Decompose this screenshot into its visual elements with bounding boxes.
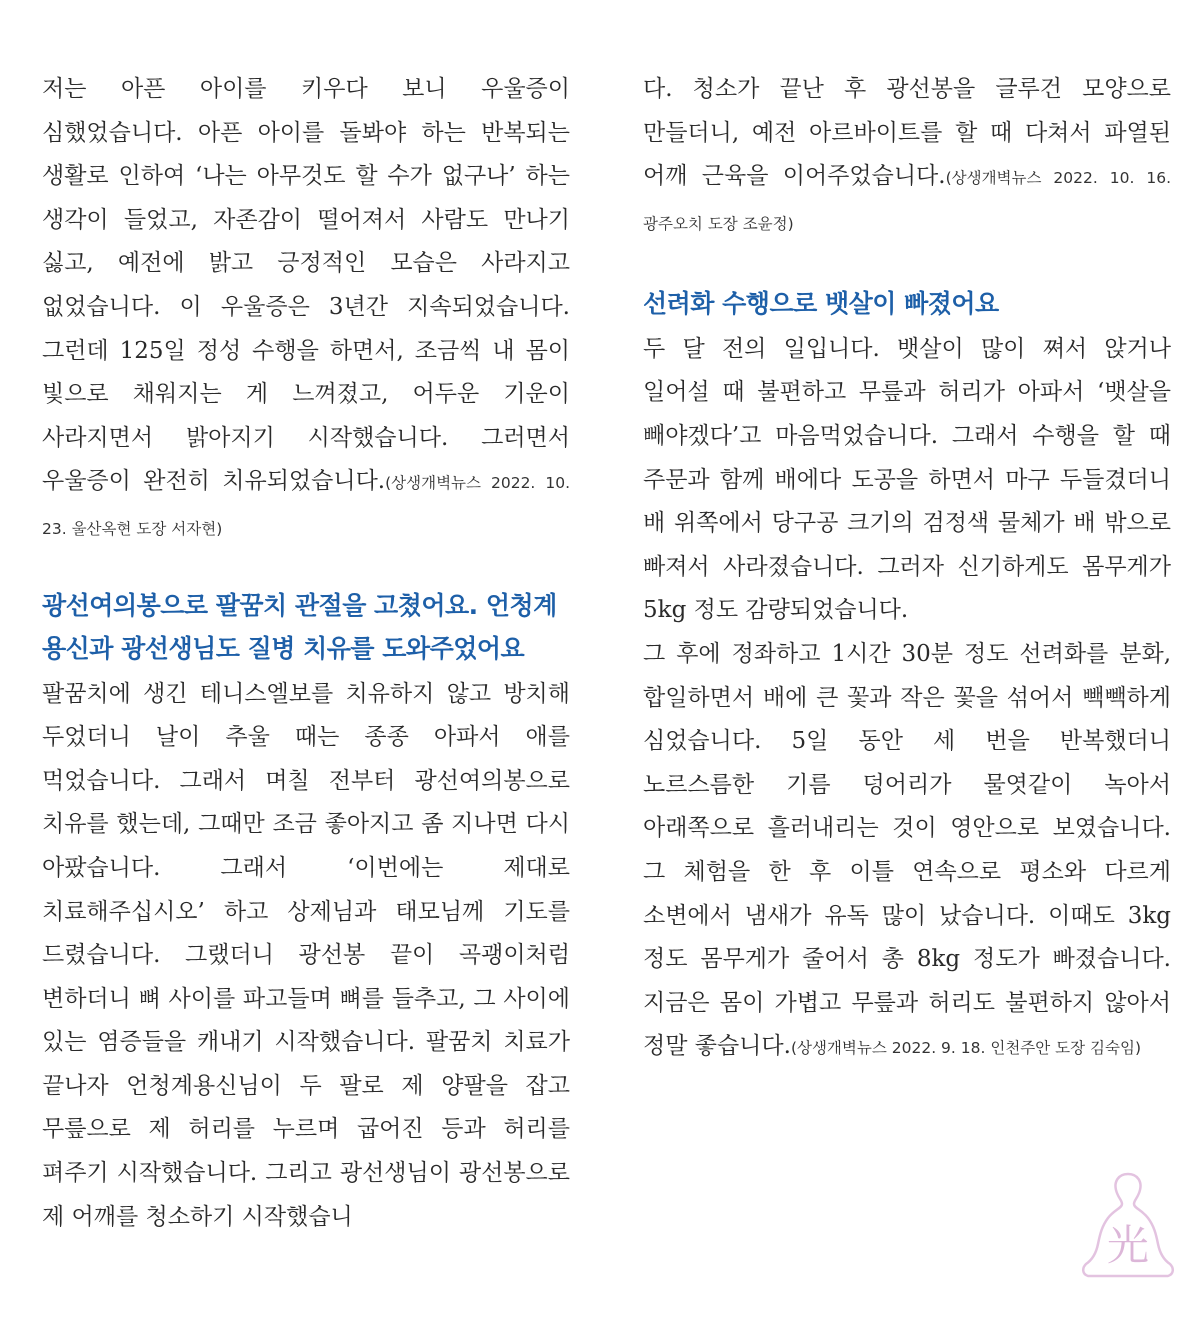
section-heading-elbow: 광선여의봉으로 팔꿈치 관절을 고쳤어요. 언청계용신과 광선생님도 질병 치유를 도와주었어요: [42, 590, 557, 664]
testimony-depression: [42, 68, 570, 552]
testimony-text: 다. 청소가 끝난 후 광선봉을 글루건 모양으로 만들더니, 예전 아르바이트를 할 때 다쳐서 파열된 어깨 근육을 이어주었습니다.: [643, 76, 1171, 190]
logo-glyph: 光: [1106, 1221, 1150, 1270]
testimony-text: 두 달 전의 일입니다. 뱃살이 많이 쪄서 앉거나 일어설 때 불편하고 무릎과 허리가 아파서 ‘뱃살을 빼야겠다’고 마음먹었습니다. 그래서 수행을 할 때 주문과 함께 배에다 도공을 하면서 마구 두들겼더니 배 위쪽에서 당구공 크기의 검정색 물체가 배 밖으로 빠져서 사라졌습니다. 그러자 신기하게도 몸무게가 5kg 정도 감량되었습니다.: [643, 335, 1171, 624]
testimony-text: 저는 아픈 아이를 키우다 보니 우울증이 심했었습니다. 아픈 아이를 돌봐야 하는 반복되는 생활로 인하여 ‘나는 아무것도 할 수가 없구나’ 하는 생각이 들었고, 자존감이 떨어져서 사람도 만나기 싫고, 예전에 밝고 긍정적인 모습은 사라지고 없었습니다. 이 우울증은 3년간 지속되었습니다. 그런데 125일 정성 수행을 하면서, 조금씩 내 몸이 빛으로 채워지는 게 느껴졌고, 어두운 기운이 사라지면서 밝아지기 시작했습니다. 그러면서 우울증이 완전히 치유되었습니다.: [42, 76, 570, 495]
source-citation: (상생개벽뉴스 2022. 10. 16. 광주오치 도장 조윤정): [643, 169, 1171, 233]
section-heading-belly: 선려화 수행으로 뱃살이 빠졌어요: [643, 289, 999, 319]
light-figure-logo-icon: [1078, 1168, 1178, 1288]
testimony-text: 팔꿈치에 생긴 테니스엘보를 치유하지 않고 방치해 두었더니 날이 추울 때는 종종 아파서 애를 먹었습니다. 그래서 며칠 전부터 광선여의봉으로 치유를 했는데, 그때만 조금 좋아지고 좀 지나면 다시 아팠습니다. 그래서 ‘이번에는 제대로 치료해주십시오’ 하고 상제님과 태모님께 기도를 드렸습니다. 그랬더니 광선봉 끝이 곡괭이처럼 변하더니 뼈 사이를 파고들며 뼈를 들추고, 그 사이에 있는 염증들을 캐내기 시작했습니다. 팔꿈치 치료가 끝나자 언청계용신님이 두 팔로 제 양팔을 잡고 무릎으로 제 허리를 누르며 굽어진 등과 허리를 펴주기 시작했습니다. 그리고 광선생님이 광선봉으로 제 어깨를 청소하기 시작했습니: [42, 680, 570, 1230]
testimony-elbow: [42, 673, 570, 1240]
testimony-belly-continued: [643, 633, 1171, 1071]
source-citation: (상생개벽뉴스 2022. 9. 18. 인천주안 도장 김숙임): [790, 1039, 1142, 1058]
testimony-elbow-continued: [643, 68, 1171, 246]
testimony-belly: [643, 328, 1171, 633]
left-column: [42, 68, 570, 1239]
right-column: [643, 68, 1171, 1071]
source-citation: (상생개벽뉴스 2022. 10. 23. 울산옥현 도장 서자현): [42, 474, 570, 538]
testimony-text: 그 후에 정좌하고 1시간 30분 정도 선려화를 분화, 합일하면서 배에 큰 꽃과 작은 꽃을 섞어서 빽빽하게 심었습니다. 5일 동안 세 번을 반복했더니 노르스름한 기름 덩어리가 물엿같이 녹아서 아래쪽으로 흘러내리는 것이 영안으로 보였습니다. 그 체험을 한 후 이틀 연속으로 평소와 다르게 소변에서 냄새가 유독 많이 났습니다. 이때도 3kg 정도 몸무게가 줄어서 총 8kg 정도가 빠졌습니다. 지금은 몸이 가볍고 무릎과 허리도 불편하지 않아서 정말 좋습니다.: [643, 641, 1171, 1060]
